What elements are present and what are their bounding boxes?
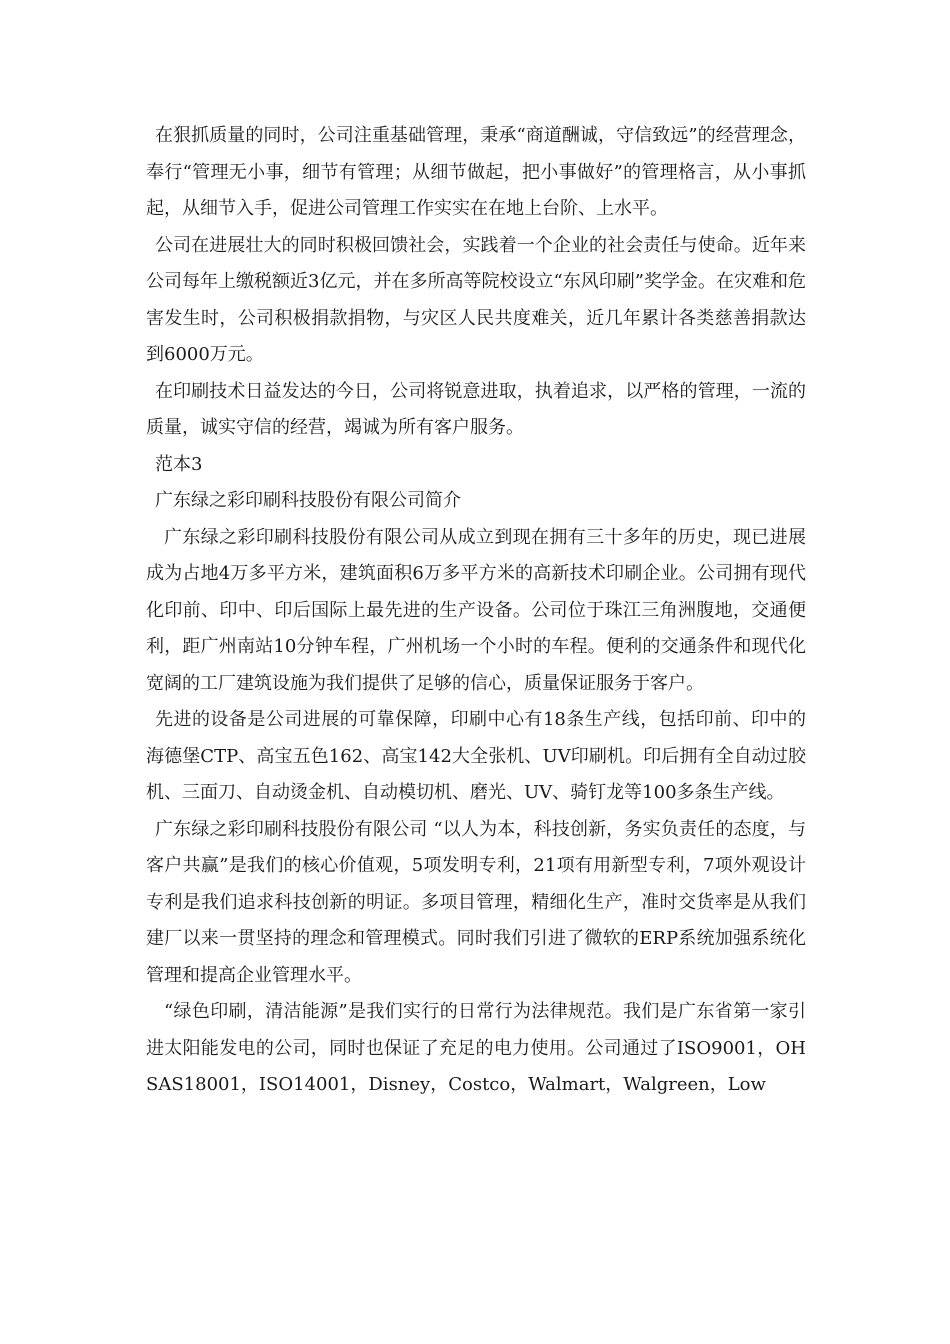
section-label: 范本3 [155, 453, 203, 475]
paragraph-social-responsibility: 公司在进展壮大的同时积极回馈社会，实践着一个企业的社会责任与使命。近年来公司每年上缴税额近3亿元，并在多所高等院校设立“东风印刷”奖学金。在灾难和危害发生时，公司积极捐款捐物，与灾区人民共度难关，近几年累计各类慈善捐款达到6000万元。 [146, 234, 806, 365]
paragraph-company-history: 广东绿之彩印刷科技股份有限公司从成立到现在拥有三十多年的历史，现已进展成为占地4万多平方米，建筑面积6万多平方米的高新技术印刷企业。公司拥有现代化印前、印中、印后国际上最先进的生产设备。公司位于珠江三角洲腹地，交通便利，距广州南站10分钟车程，广州机场一个小时的车程。便利的交通条件和现代化宽阔的工厂建筑设施为我们提供了足够的信心，质量保证服务于客户。 [146, 526, 806, 694]
document-page [146, 118, 806, 1104]
paragraph-quality-management: 在狠抓质量的同时，公司注重基础管理，秉承“商道酬诚，守信致远”的经营理念，奉行“管理无小事，细节有管理；从细节做起，把小事做好”的管理格言，从小事抓起，从细节入手，促进公司管理工作实实在在地上台阶、上水平。 [146, 125, 806, 219]
section-title: 广东绿之彩印刷科技股份有限公司简介 [155, 490, 461, 511]
paragraph-equipment: 先进的设备是公司进展的可靠保障，印刷中心有18条生产线，包括印前、印中的海德堡CTP、高宝五色162、高宝142大全张机、UV印刷机。印后拥有全自动过胶机、三面刀、自动烫金机、自动模切机、磨光、UV、骑钉龙等100多条生产线。 [146, 709, 806, 803]
paragraph-commitment: 在印刷技术日益发达的今日，公司将锐意进取，执着追求，以严格的管理，一流的质量，诚实守信的经营，竭诚为所有客户服务。 [146, 380, 806, 438]
paragraph-green-printing: “绿色印刷，清洁能源”是我们实行的日常行为法律规范。我们是广东省第一家引进太阳能发电的公司，同时也保证了充足的电力使用。公司通过了ISO9001，OHSAS18001，ISO14001，Disney，Costco，Walmart，Walgreen，Low [146, 1001, 806, 1095]
paragraph-core-values: 广东绿之彩印刷科技股份有限公司 “以人为本，科技创新，务实负责任的态度，与客户共赢”是我们的核心价值观，5项发明专利，21项有用新型专利，7项外观设计专利是我们追求科技创新的明证。多项目管理，精细化生产，准时交货率是从我们建厂以来一贯坚持的理念和管理模式。同时我们引进了微软的ERP系统加强系统化管理和提高企业管理水平。 [146, 818, 806, 986]
